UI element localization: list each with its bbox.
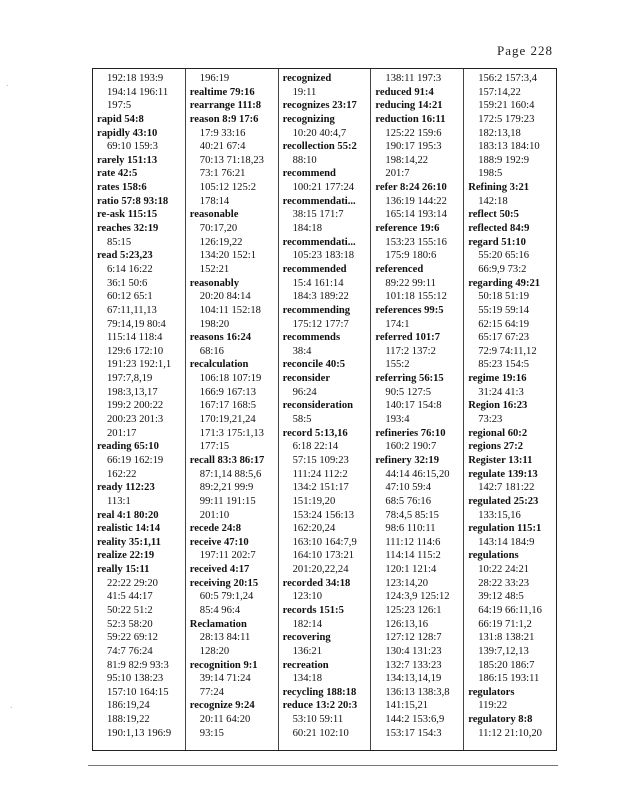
index-entry: Region 16:23 [468, 400, 528, 412]
index-locator: 115:14 118:4 [107, 332, 163, 344]
index-locator: 93:15 [199, 727, 224, 739]
index-locator: 184:3 189:22 [292, 291, 349, 303]
index-locator: 172:5 179:23 [478, 113, 535, 125]
index-locator: 193:4 [385, 414, 410, 426]
index-entry: recycling 188:18 [282, 686, 357, 698]
index-entry: regime 19:16 [468, 373, 527, 385]
index-locator: 175:9 180:6 [385, 250, 437, 262]
index-table [92, 68, 557, 751]
index-locator: 47:10 59:4 [385, 482, 432, 494]
index-locator: 152:21 [199, 263, 230, 275]
index-entry: referenced [375, 263, 424, 275]
index-locator: 133:15,16 [478, 509, 521, 521]
index-entry: re-ask 115:15 [97, 209, 158, 221]
index-locator: 166:9 167:13 [199, 386, 257, 398]
index-locator: 100:21 177:24 [292, 182, 355, 194]
index-locator: 191:23 192:1,1 [107, 359, 172, 371]
index-locator: 157:10 164:15 [107, 686, 169, 698]
index-locator: 165:14 193:14 [385, 209, 447, 221]
index-locator: 190:17 195:3 [385, 141, 442, 153]
index-locator: 136:21 [292, 645, 323, 657]
index-locator: 136:19 144:22 [385, 195, 447, 207]
index-entry: recall 83:3 86:17 [189, 454, 265, 466]
index-locator: 153:24 156:13 [292, 509, 355, 521]
index-locator: 185:20 186:7 [478, 659, 535, 671]
index-locator: 188:19,22 [107, 714, 150, 726]
index-locator: 139:7,12,13 [478, 645, 529, 657]
index-locator: 134:2 151:17 [292, 482, 349, 494]
index-locator: 126:13,16 [385, 618, 429, 630]
index-locator: 162:20,24 [292, 523, 336, 535]
index-entry: recede 24:8 [189, 523, 242, 535]
index-entry: reduced 91:4 [375, 86, 434, 98]
index-column-1 [93, 69, 186, 750]
index-entry: regarding 49:21 [468, 277, 541, 289]
index-locator: 17:9 33:16 [199, 127, 246, 139]
index-locator: 143:14 184:9 [478, 536, 535, 548]
index-entry: recovering [282, 632, 331, 644]
index-locator: 68:5 76:16 [385, 495, 432, 507]
index-locator: 175:12 177:7 [292, 318, 349, 330]
index-locator: 79:14,19 80:4 [107, 318, 166, 330]
index-locator: 57:15 109:23 [292, 454, 349, 466]
index-locator: 198:5 [478, 168, 503, 180]
index-entry: reason 8:9 17:6 [189, 113, 259, 125]
index-entry: reaches 32:19 [97, 223, 159, 235]
index-column-5 [464, 69, 556, 750]
index-entry: ratio 57:8 93:18 [97, 195, 169, 207]
index-locator: 60:21 102:10 [292, 727, 349, 739]
index-locator: 130:4 131:23 [385, 645, 442, 657]
index-locator: 186:19,24 [107, 700, 150, 712]
index-locator: 157:14,22 [478, 86, 521, 98]
index-locator: 20:11 64:20 [199, 714, 251, 726]
index-locator: 177:15 [199, 441, 230, 453]
index-locator: 38:15 171:7 [292, 209, 344, 221]
index-entry: reflect 50:5 [468, 209, 519, 221]
index-entry: regulations [468, 550, 519, 562]
index-locator: 87:1,14 88:5,6 [199, 468, 262, 480]
index-locator: 11:12 21:10,20 [478, 727, 542, 739]
index-locator: 117:2 137:2 [385, 345, 436, 357]
index-locator: 50:18 51:19 [478, 291, 530, 303]
index-locator: 129:6 172:10 [107, 345, 164, 357]
index-entry: recorded 34:18 [282, 577, 351, 589]
index-locator: 197:7,8,19 [107, 373, 153, 385]
index-entry: reality 35:1,11 [97, 536, 161, 548]
index-locator: 55:20 65:16 [478, 250, 530, 262]
index-locator: 140:17 154:8 [385, 400, 442, 412]
index-locator: 192:18 193:9 [107, 73, 164, 84]
index-entry: reconsider [282, 373, 331, 385]
index-locator: 160:2 190:7 [385, 441, 437, 453]
index-locator: 159:21 160:4 [478, 100, 535, 112]
index-locator: 73:1 76:21 [199, 168, 246, 180]
index-entry: records 151:5 [282, 604, 344, 616]
index-entry: rate 42:5 [97, 168, 138, 180]
index-locator: 113:1 [107, 495, 131, 507]
index-locator: 171:3 175:1,13 [199, 427, 264, 439]
index-entry: referring 56:15 [375, 373, 444, 385]
index-locator: 72:9 74:11,12 [478, 345, 537, 357]
index-entry: recommendati... [282, 195, 356, 207]
index-entry: realistic 14:14 [97, 523, 161, 535]
index-entry: recognized [282, 73, 332, 84]
index-locator: 89:22 99:11 [385, 277, 436, 289]
index-column-4 [371, 69, 464, 750]
index-entry: real 4:1 80:20 [97, 509, 159, 521]
index-entry: regulation 115:1 [468, 523, 542, 535]
index-locator: 167:17 168:5 [199, 400, 257, 412]
index-locator: 74:7 76:24 [107, 645, 153, 657]
index-locator: 153:17 154:3 [385, 727, 442, 739]
index-entry: reduce 13:2 20:3 [282, 700, 358, 712]
index-entry: references 99:5 [375, 304, 444, 316]
index-locator: 31:24 41:3 [478, 386, 524, 398]
index-locator: 88:10 [292, 154, 317, 166]
index-locator: 196:19 [199, 73, 230, 84]
index-locator: 125:22 159:6 [385, 127, 442, 139]
index-entry: rapidly 43:10 [97, 127, 158, 139]
index-locator: 178:14 [199, 195, 230, 207]
index-locator: 197:11 202:7 [199, 550, 256, 562]
index-locator: 68:16 [199, 345, 224, 357]
index-locator: 111:12 114:6 [385, 536, 441, 548]
index-locator: 183:13 184:10 [478, 141, 540, 153]
index-locator: 98:6 110:11 [385, 523, 436, 535]
index-locator: 10:20 40:4,7 [292, 127, 347, 139]
index-locator: 164:10 173:21 [292, 550, 355, 562]
index-entry: read 5:23,23 [97, 250, 153, 262]
index-locator: 99:11 191:15 [199, 495, 256, 507]
index-locator: 198:20 [199, 318, 230, 330]
index-locator: 199:2 200:22 [107, 400, 164, 412]
index-locator: 182:13,18 [478, 127, 521, 139]
index-locator: 182:14 [292, 618, 323, 630]
index-entry: recommendati... [282, 236, 356, 248]
index-locator: 38:4 [292, 345, 312, 357]
index-locator: 156:2 157:3,4 [478, 73, 538, 84]
index-locator: 138:11 197:3 [385, 73, 442, 84]
index-locator: 151:19,20 [292, 495, 336, 507]
index-entry: reconsideration [282, 400, 354, 412]
index-locator: 104:11 152:18 [199, 304, 261, 316]
index-entry: recommended [282, 263, 347, 275]
index-entry: regions 27:2 [468, 441, 524, 453]
index-entry: regulated 25:23 [468, 495, 539, 507]
index-locator: 66:19 162:19 [107, 454, 164, 466]
index-locator: 119:22 [478, 700, 508, 712]
index-entry: recalculation [189, 359, 249, 371]
index-locator: 41:5 44:17 [107, 591, 153, 603]
index-locator: 142:7 181:22 [478, 482, 535, 494]
index-locator: 64:19 66:11,16 [478, 604, 542, 616]
index-locator: 70:17,20 [199, 223, 238, 235]
index-locator: 201:10 [199, 509, 230, 521]
index-entry: rarely 151:13 [97, 154, 158, 166]
index-locator: 114:14 115:2 [385, 550, 441, 562]
bottom-rule [88, 765, 558, 766]
index-locator: 105:12 125:2 [199, 182, 257, 194]
index-locator: 105:23 183:18 [292, 250, 355, 262]
index-entry: refer 8:24 26:10 [375, 182, 447, 194]
index-locator: 123:10 [292, 591, 323, 603]
index-entry: ready 112:23 [97, 482, 155, 494]
index-locator: 20:20 84:14 [199, 291, 251, 303]
index-entry: recommends [282, 332, 341, 344]
index-entry: Refining 3:21 [468, 182, 530, 194]
index-locator: 155:2 [385, 359, 410, 371]
index-locator: 15:4 161:14 [292, 277, 344, 289]
index-locator: 60:5 79:1,24 [199, 591, 254, 603]
index-entry: reference 19:6 [375, 223, 440, 235]
index-locator: 197:5 [107, 100, 132, 112]
index-entry: record 5:13,16 [282, 427, 348, 439]
index-locator: 66:19 71:1,2 [478, 618, 532, 630]
index-locator: 153:23 155:16 [385, 236, 447, 248]
index-entry: reduction 16:11 [375, 113, 446, 125]
index-locator: 174:1 [385, 318, 410, 330]
index-locator: 67:11,11,13 [107, 304, 157, 316]
index-column-3 [279, 69, 372, 750]
index-entry: realtime 79:16 [189, 86, 255, 98]
index-locator: 60:12 65:1 [107, 291, 153, 303]
index-entry: regulators [468, 686, 515, 698]
index-entry: refinery 32:19 [375, 454, 440, 466]
index-locator: 170:19,21,24 [199, 414, 256, 426]
index-locator: 141:15,21 [385, 700, 429, 712]
index-locator: 81:9 82:9 93:3 [107, 659, 169, 671]
index-locator: 124:3,9 125:12 [385, 591, 450, 603]
index-locator: 40:21 67:4 [199, 141, 246, 153]
index-locator: 58:5 [292, 414, 312, 426]
index-locator: 69:10 159:3 [107, 141, 158, 153]
index-entry: reading 65:10 [97, 441, 159, 453]
index-entry: realize 22:19 [97, 550, 155, 562]
index-locator: 190:1,13 196:9 [107, 727, 172, 739]
index-locator: 201:7 [385, 168, 410, 180]
index-entry: reflected 84:9 [468, 223, 530, 235]
index-locator: 200:23 201:3 [107, 414, 164, 426]
index-locator: 90:5 127:5 [385, 386, 432, 398]
index-locator: 89:2,21 99:9 [199, 482, 254, 494]
index-locator: 134:18 [292, 673, 323, 685]
index-entry: recognizing [282, 113, 335, 125]
index-entry: recommend [282, 168, 336, 180]
index-locator: 201:20,22,24 [292, 564, 349, 576]
index-locator: 96:24 [292, 386, 317, 398]
index-entry: regulate 139:13 [468, 468, 538, 480]
index-entry: reasonable [189, 209, 239, 221]
index-entry: receiving 20:15 [189, 577, 259, 589]
index-entry: reducing 14:21 [375, 100, 443, 112]
index-locator: 78:4,5 85:15 [385, 509, 439, 521]
index-locator: 111:24 112:2 [292, 468, 348, 480]
index-entry: recognize 9:24 [189, 700, 255, 712]
index-locator: 134:20 152:1 [199, 250, 257, 262]
index-entry: reconcile 40:5 [282, 359, 346, 371]
index-entry: recognition 9:1 [189, 659, 258, 671]
index-locator: 6:18 22:14 [292, 441, 339, 453]
index-locator: 163:10 164:7,9 [292, 536, 357, 548]
index-locator: 144:2 153:6,9 [385, 714, 445, 726]
index-entry: reasons 16:24 [189, 332, 252, 344]
index-locator: 62:15 64:19 [478, 318, 530, 330]
index-locator: 10:22 24:21 [478, 564, 530, 576]
index-locator: 66:9,9 73:2 [478, 263, 527, 275]
index-locator: 50:22 51:2 [107, 604, 153, 616]
index-locator: 59:22 69:12 [107, 632, 158, 644]
index-locator: 85:15 [107, 236, 132, 248]
index-locator: 106:18 107:19 [199, 373, 262, 385]
index-locator: 95:10 138:23 [107, 673, 164, 685]
index-entry: received 4:17 [189, 564, 250, 576]
index-locator: 120:1 121:4 [385, 564, 437, 576]
index-locator: 142:18 [478, 195, 508, 207]
index-locator: 134:13,14,19 [385, 673, 442, 685]
scan-speck-top: . [6, 78, 9, 89]
index-locator: 136:13 138:3,8 [385, 686, 450, 698]
index-entry: regard 51:10 [468, 236, 526, 248]
index-locator: 184:18 [292, 223, 323, 235]
index-locator: 126:19,22 [199, 236, 243, 248]
index-locator: 198:3,13,17 [107, 386, 158, 398]
index-locator: 128:20 [199, 645, 230, 657]
index-locator: 39:12 48:5 [478, 591, 524, 603]
index-entry: recreation [282, 659, 329, 671]
index-locator: 65:17 67:23 [478, 332, 530, 344]
index-locator: 201:17 [107, 427, 137, 439]
index-locator: 70:13 71:18,23 [199, 154, 264, 166]
page-number: Page 228 [496, 43, 553, 58]
index-locator: 36:1 50:6 [107, 277, 148, 289]
index-locator: 127:12 128:7 [385, 632, 442, 644]
index-locator: 132:7 133:23 [385, 659, 442, 671]
index-locator: 85:4 96:4 [199, 604, 241, 616]
index-locator: 28:22 33:23 [478, 577, 530, 589]
index-locator: 125:23 126:1 [385, 604, 442, 616]
index-locator: 6:14 16:22 [107, 263, 153, 275]
index-locator: 73:23 [478, 414, 503, 426]
index-entry: regional 60:2 [468, 427, 528, 439]
index-locator: 101:18 155:12 [385, 291, 447, 303]
index-locator: 198:14,22 [385, 154, 429, 166]
index-locator: 28:13 84:11 [199, 632, 251, 644]
index-locator: 162:22 [107, 468, 137, 480]
index-locator: 44:14 46:15,20 [385, 468, 450, 480]
index-entry: referred 101:7 [375, 332, 441, 344]
scan-speck-bottom: . [10, 700, 13, 711]
index-locator: 194:14 196:11 [107, 86, 169, 98]
index-locator: 123:14,20 [385, 577, 429, 589]
index-locator: 22:22 29:20 [107, 577, 158, 589]
index-locator: 186:15 193:11 [478, 673, 540, 685]
index-locator: 85:23 154:5 [478, 359, 530, 371]
index-locator: 39:14 71:24 [199, 673, 251, 685]
index-entry: Register 13:11 [468, 454, 533, 466]
index-locator: 52:3 58:20 [107, 618, 153, 630]
index-locator: 77:24 [199, 686, 224, 698]
index-entry: really 15:11 [97, 564, 150, 576]
index-entry: refineries 76:10 [375, 427, 446, 439]
index-entry: rearrange 111:8 [189, 100, 262, 112]
index-entry: recollection 55:2 [282, 141, 357, 153]
index-locator: 188:9 192:9 [478, 154, 530, 166]
index-locator: 55:19 59:14 [478, 304, 530, 316]
index-column-2 [186, 69, 279, 750]
index-entry: regulatory 8:8 [468, 714, 533, 726]
index-locator: 131:8 138:21 [478, 632, 535, 644]
index-locator: 19:11 [292, 86, 317, 98]
index-entry: Reclamation [189, 618, 247, 630]
index-entry: rapid 54:8 [97, 113, 144, 125]
index-entry: receive 47:10 [189, 536, 249, 548]
index-entry: reasonably [189, 277, 240, 289]
index-locator: 53:10 59:11 [292, 714, 344, 726]
index-entry: rates 158:6 [97, 182, 147, 194]
index-entry: recommending [282, 304, 351, 316]
index-entry: recognizes 23:17 [282, 100, 357, 112]
